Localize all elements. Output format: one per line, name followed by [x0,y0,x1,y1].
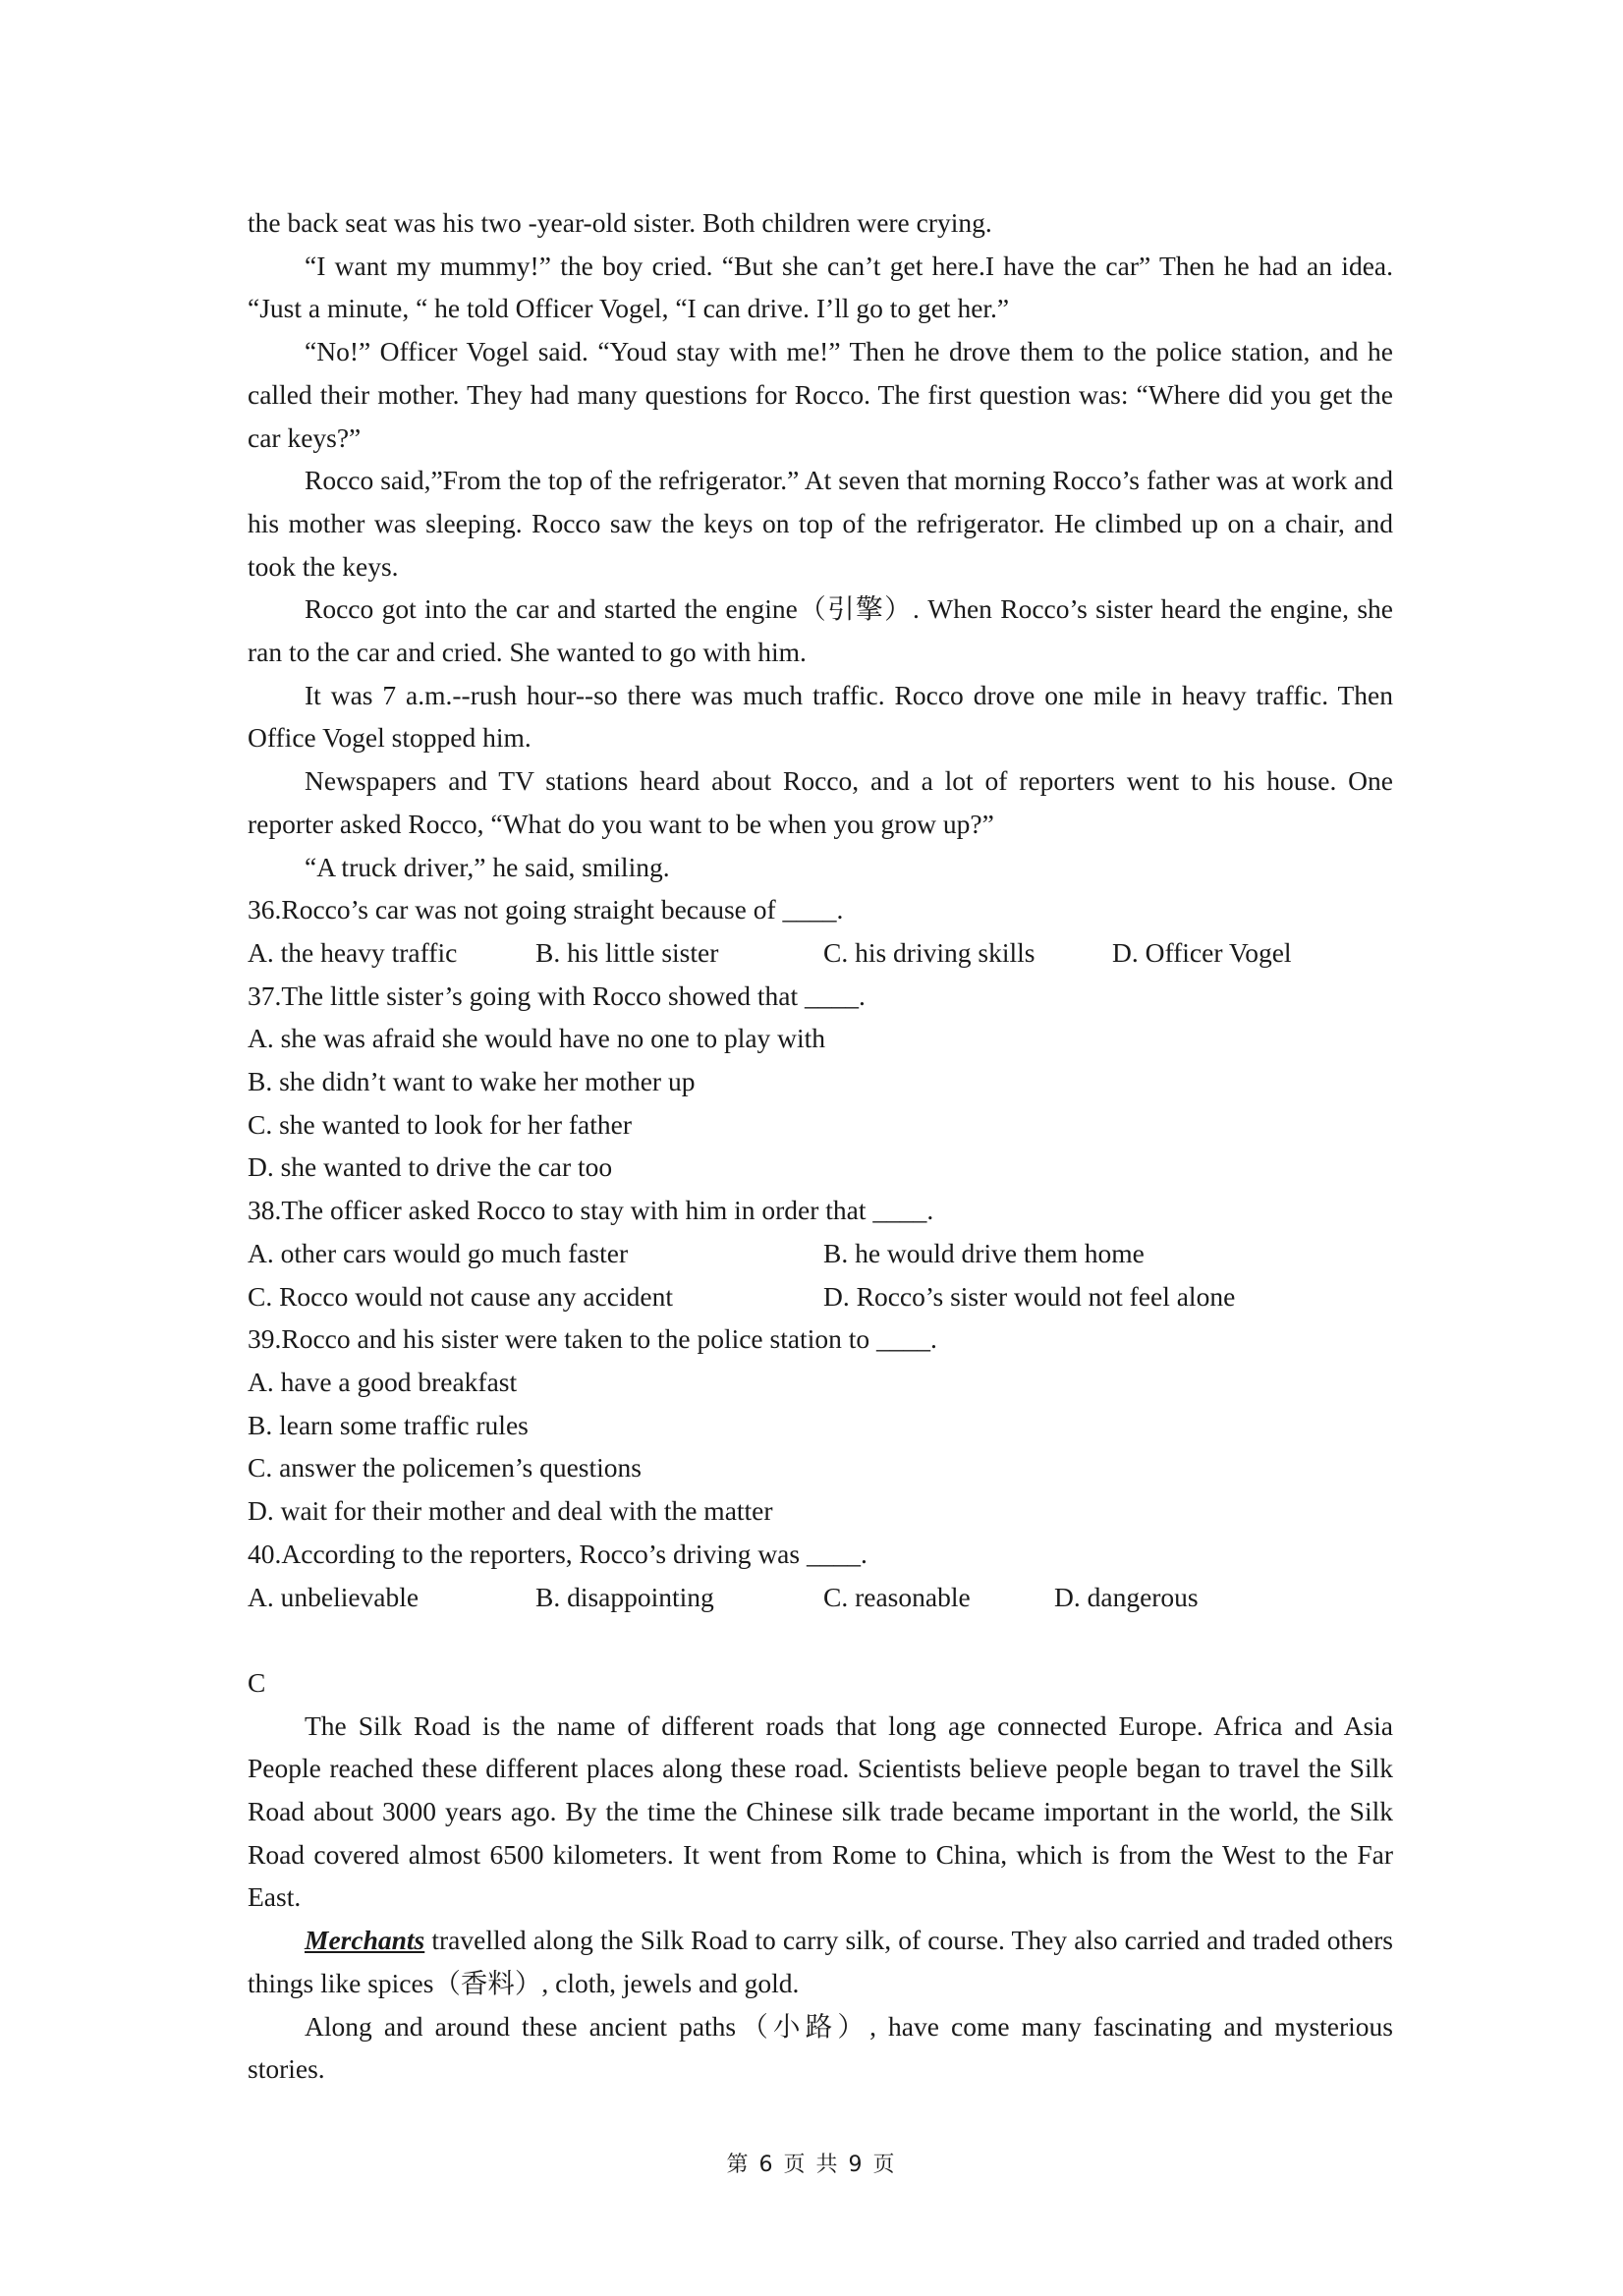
passage-paragraph: Rocco said,”From the top of the refrigerator.” At seven that morning Rocco’s father was at work and his mother was sleeping. Rocco saw the keys on top of the refrigerator. He climbed up on a chair, and took the keys. [248,465,1393,582]
option-b: B. disappointing [535,1581,714,1612]
section-gap [248,1618,1393,1661]
page-number-footer: 第 6 页 共 9 页 [726,2153,897,2177]
option-c: C. his driving skills [823,936,1035,968]
option-c: C. Rocco would not cause any accident [248,1280,673,1312]
passage-paragraph: “No!” Officer Vogel said. “Youd stay with me!” Then he drove them to the police station, and he called their mother. They had many questions for Rocco. The first question was: “Where did you get the car keys?” [248,336,1393,453]
paragraph-text: travelled along the Silk Road to carry silk, of course. They also carried and traded others things like spices（香料）, cloth, jewels and gold. [248,1925,1393,1998]
question-stem: 36.Rocco’s car was not going straight because of ____. [248,894,844,925]
passage-paragraph: “I want my mummy!” the boy cried. “But she can’t get here.I have the car” Then he had an idea. “Just a minute, “ he told Officer Vogel, “I can drive. I’ll go to get her.” [248,250,1393,324]
question-stem: 40.According to the reporters, Rocco’s driving was ____. [248,1538,867,1569]
option-d: D. Rocco’s sister would not feel alone [823,1280,1236,1312]
option-d: D. dangerous [1054,1581,1199,1612]
option-d: D. Officer Vogel [1112,936,1292,968]
passage-paragraph: Rocco got into the car and started the engine（引擎）. When Rocco’s sister heard the engine, she ran to the car and cried. She wanted to go with him. [248,593,1393,668]
option-b: B. he would drive them home [823,1237,1145,1268]
question-37 [248,975,1393,1190]
option-a: A. the heavy traffic [248,936,458,968]
question-39 [248,1317,1393,1533]
option-a: A. have a good breakfast [248,1366,518,1397]
passage-paragraph: “A truck driver,” he said, smiling. [305,851,670,882]
question-40 [248,1533,1393,1618]
passage-paragraph [248,1919,1393,2004]
option-row [248,1275,1393,1318]
option-c: C. reasonable [823,1581,971,1612]
option-b: B. his little sister [535,936,719,968]
highlighted-word: Merchants [305,1925,425,1956]
passage-paragraph: It was 7 a.m.--rush hour--so there was much traffic. Rocco drove one mile in heavy traffic. Then Office Vogel stopped him. [248,679,1393,754]
option-row [248,1576,1393,1619]
option-row [248,1232,1393,1275]
option-c: C. she wanted to look for her father [248,1108,632,1140]
option-a: A. she was afraid she would have no one to play with [248,1023,826,1054]
option-row [248,931,1393,975]
passage-paragraph: the back seat was his two -year-old sister. Both children were crying. [248,207,992,238]
passage-paragraph: Along and around these ancient paths（小路）, have come many fascinating and mysterious stories. [248,2010,1393,2085]
question-stem: 37.The little sister’s going with Rocco showed that ____. [248,980,866,1011]
option-a: A. other cars would go much faster [248,1237,629,1268]
option-a: A. unbelievable [248,1581,420,1612]
question-36 [248,888,1393,974]
section-label: C [248,1666,266,1698]
page-content [248,201,1393,2091]
option-b: B. she didn’t want to wake her mother up [248,1066,696,1097]
question-stem: 39.Rocco and his sister were taken to the police station to ____. [248,1323,937,1355]
option-c: C. answer the policemen’s questions [248,1452,642,1484]
question-38 [248,1189,1393,1317]
question-stem: 38.The officer asked Rocco to stay with him in order that ____. [248,1195,934,1226]
option-b: B. learn some traffic rules [248,1409,529,1440]
passage-paragraph: Newspapers and TV stations heard about Rocco, and a lot of reporters went to his house. One reporter asked Rocco, “What do you want to be when you grow up?” [248,765,1393,839]
option-d: D. she wanted to drive the car too [248,1151,613,1183]
option-d: D. wait for their mother and deal with the matter [248,1495,773,1527]
passage-paragraph: The Silk Road is the name of different roads that long age connected Europe. Africa and Asia People reached these different places along these road. Scientists believe people began to travel the Silk Road about 3000 years ago. By the time the Chinese silk trade became important in the world, the Silk Road covered almost 6500 kilometers. It went from Rome to China, which is from the West to the Far East. [248,1709,1393,1913]
